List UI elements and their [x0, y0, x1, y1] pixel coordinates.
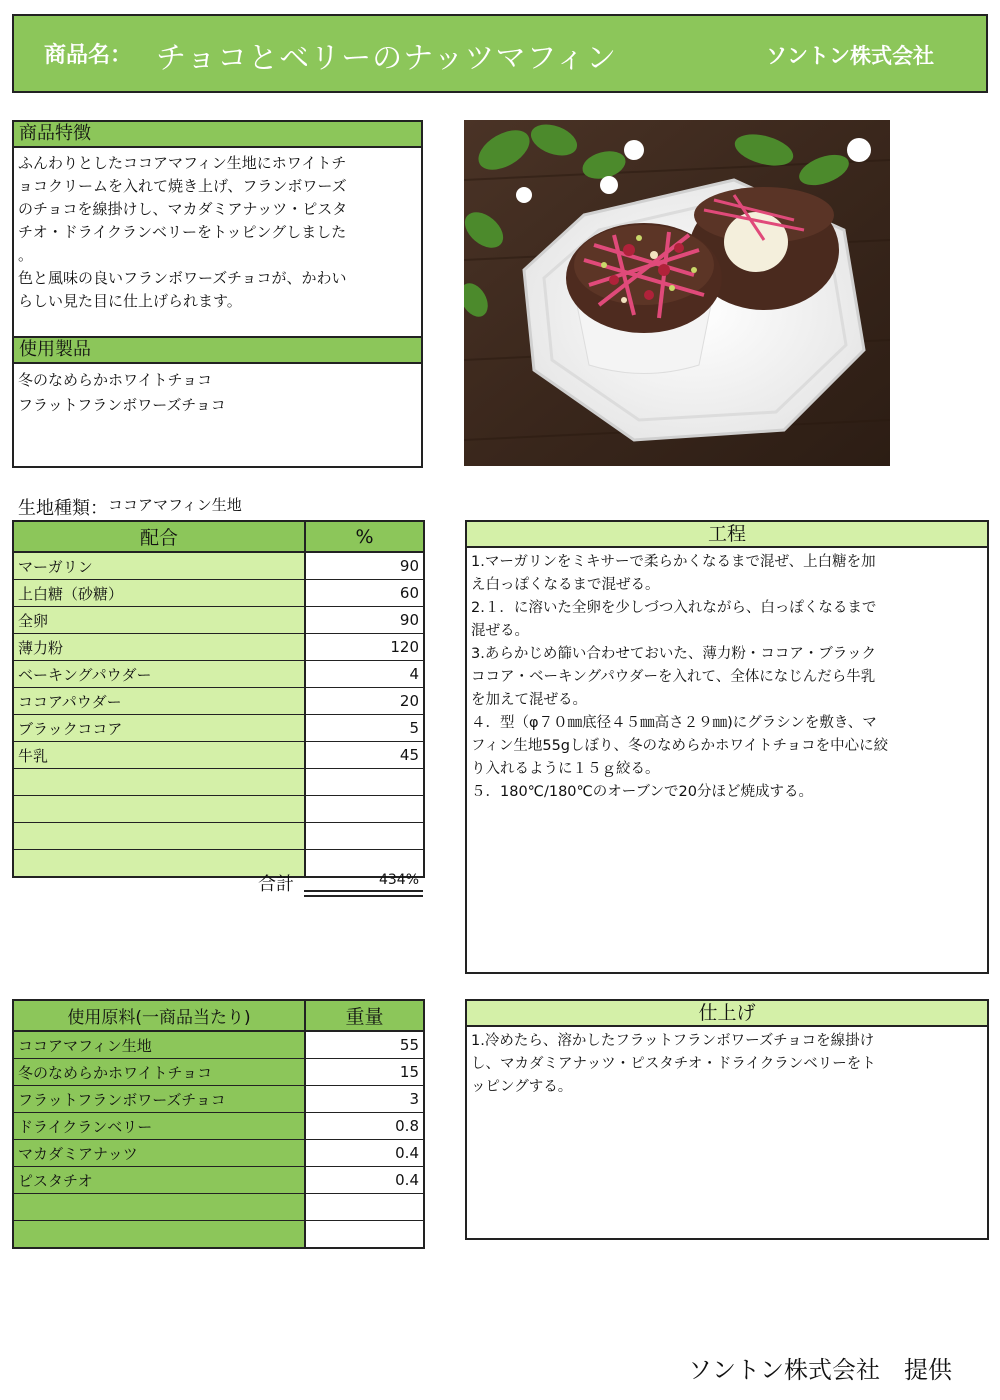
table-row	[13, 796, 424, 823]
material-name: マカダミアナッツ	[13, 1140, 305, 1167]
table-row	[13, 634, 424, 661]
finishing-panel	[465, 999, 989, 1240]
product-name-label: 商品名：	[44, 43, 133, 68]
features-line: のチョコを線掛けし、マカダミアナッツ・ピスタ	[18, 200, 348, 218]
table-row	[13, 1221, 424, 1249]
ingredient-pct: 4	[305, 661, 424, 688]
product-item: 冬のなめらかホワイトチョコ	[18, 371, 213, 389]
materials-col-name: 使用原料(一商品当たり)	[13, 1000, 305, 1031]
recipe-table-wrap	[12, 520, 425, 878]
product-name: チョコとベリーのナッツマフィン	[156, 41, 618, 76]
finishing-text	[467, 1027, 987, 1099]
ingredient-pct: 5	[305, 715, 424, 742]
material-weight: 55	[305, 1031, 424, 1059]
material-weight	[305, 1194, 424, 1221]
table-row	[13, 1086, 424, 1113]
ingredient-name: 牛乳	[13, 742, 305, 769]
material-name: ピスタチオ	[13, 1167, 305, 1194]
table-row	[13, 715, 424, 742]
features-line: 。	[18, 246, 34, 264]
ingredient-pct: 120	[305, 634, 424, 661]
table-row	[13, 607, 424, 634]
process-line: 3.あらかじめ篩い合わせておいた、薄力粉・ココア・ブラック	[471, 646, 877, 662]
ingredient-name: ベーキングパウダー	[13, 661, 305, 688]
product-item: フラットフランボワーズチョコ	[18, 396, 226, 414]
process-line: 1.マーガリンをミキサーで柔らかくなるまで混ぜ、上白糖を加	[471, 554, 876, 570]
ingredient-pct: 20	[305, 688, 424, 715]
material-name: 冬のなめらかホワイトチョコ	[13, 1059, 305, 1086]
process-line: ４．型（φ７０㎜底径４５㎜高さ２９㎜)にグラシンを敷き、マ	[471, 715, 877, 731]
materials-table	[12, 999, 425, 1249]
material-weight: 0.4	[305, 1140, 424, 1167]
features-text	[14, 148, 421, 336]
material-name	[13, 1221, 305, 1249]
process-line: を加えて混ぜる。	[471, 692, 587, 708]
process-line: り入れるように１５ｇ絞る。	[471, 761, 660, 777]
features-heading: 商品特徴	[14, 122, 421, 148]
material-weight: 15	[305, 1059, 424, 1086]
products-heading: 使用製品	[14, 336, 421, 364]
recipe-col-name: 配合	[13, 521, 305, 552]
footer-credit: ソントン株式会社 提供	[688, 1356, 952, 1384]
ingredient-pct: 45	[305, 742, 424, 769]
material-weight: 3	[305, 1086, 424, 1113]
process-line: フィン生地55gしぼり、冬のなめらかホワイトチョコを中心に絞	[471, 738, 889, 754]
process-line: ココア・ベーキングパウダーを入れて、全体になじんだら牛乳	[471, 669, 876, 685]
table-row	[13, 1167, 424, 1194]
total-row	[12, 868, 423, 898]
process-line: 混ぜる。	[471, 623, 529, 639]
total-value: 434%	[378, 872, 419, 888]
recipe-col-pct: %	[305, 521, 424, 552]
ingredient-name	[13, 823, 305, 850]
finishing-line: ッピングする。	[471, 1079, 573, 1095]
muffin-photo	[464, 120, 890, 466]
process-line: え白っぽくなるまで混ぜる。	[471, 577, 660, 593]
material-name: フラットフランボワーズチョコ	[13, 1086, 305, 1113]
ingredient-name: ココアパウダー	[13, 688, 305, 715]
table-row	[13, 688, 424, 715]
table-row	[13, 552, 424, 580]
ingredient-name: ブラックココア	[13, 715, 305, 742]
ingredient-name	[13, 796, 305, 823]
features-line: ョコクリームを入れて焼き上げ、フランボワーズ	[18, 177, 347, 195]
ingredient-pct: 60	[305, 580, 424, 607]
table-row	[13, 1140, 424, 1167]
ingredient-name	[13, 769, 305, 796]
material-weight: 0.8	[305, 1113, 424, 1140]
table-row	[13, 742, 424, 769]
process-line: ５．180℃/180℃のオーブンで20分ほど焼成する。	[471, 784, 813, 800]
table-row	[13, 661, 424, 688]
features-line: チオ・ドライクランベリーをトッピングしました	[18, 223, 347, 241]
ingredient-pct: 90	[305, 607, 424, 634]
process-text	[467, 548, 987, 804]
process-heading: 工程	[467, 522, 987, 548]
total-underline	[304, 890, 423, 897]
features-panel	[12, 120, 423, 468]
dough-type-value: ココアマフィン生地	[108, 496, 242, 514]
total-label: 合計	[258, 874, 294, 895]
dough-type-label: 生地種類：	[18, 498, 108, 519]
material-name	[13, 1194, 305, 1221]
table-row	[13, 1031, 424, 1059]
table-row	[13, 769, 424, 796]
ingredient-name: マーガリン	[13, 552, 305, 580]
products-list	[14, 364, 421, 418]
features-line: 色と風味の良いフランボワーズチョコが、かわい	[18, 269, 347, 287]
recipe-table	[12, 520, 425, 878]
features-line: らしい見た目に仕上げられます。	[18, 292, 242, 310]
ingredient-name: 全卵	[13, 607, 305, 634]
ingredient-pct	[305, 769, 424, 796]
finishing-heading: 仕上げ	[467, 1001, 987, 1027]
title-banner	[12, 14, 988, 93]
dough-type-row	[18, 494, 242, 520]
finishing-line: 1.冷めたら、溶かしたフラットフランボワーズチョコを線掛け	[471, 1033, 875, 1049]
ingredient-pct: 90	[305, 552, 424, 580]
table-row	[13, 1059, 424, 1086]
product-photo	[464, 120, 890, 466]
material-weight: 0.4	[305, 1167, 424, 1194]
material-weight	[305, 1221, 424, 1249]
ingredient-pct	[305, 796, 424, 823]
process-panel	[465, 520, 989, 974]
table-row	[13, 823, 424, 850]
table-row	[13, 1113, 424, 1140]
materials-table-wrap	[12, 999, 425, 1249]
process-line: 2.１．に溶いた全卵を少しづつ入れながら、白っぽくなるまで	[471, 600, 877, 616]
company-name: ソントン株式会社	[766, 44, 934, 68]
table-row	[13, 580, 424, 607]
material-name: ドライクランベリー	[13, 1113, 305, 1140]
ingredient-pct	[305, 823, 424, 850]
ingredient-name: 薄力粉	[13, 634, 305, 661]
finishing-line: し、マカダミアナッツ・ピスタチオ・ドライクランベリーをト	[471, 1056, 876, 1072]
material-name: ココアマフィン生地	[13, 1031, 305, 1059]
features-line: ふんわりとしたココアマフィン生地にホワイトチ	[18, 154, 347, 172]
materials-col-weight: 重量	[305, 1000, 424, 1031]
table-row	[13, 1194, 424, 1221]
ingredient-name: 上白糖（砂糖）	[13, 580, 305, 607]
